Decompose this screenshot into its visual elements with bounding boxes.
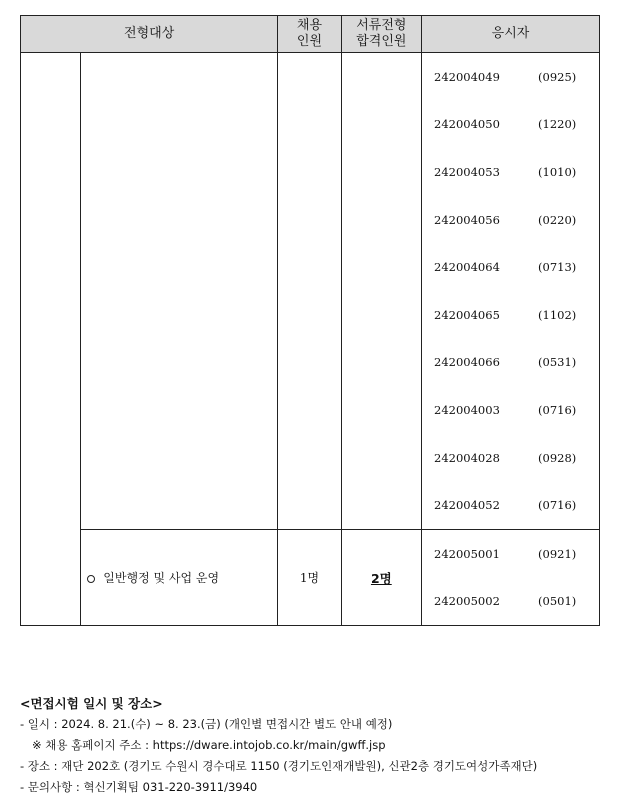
applicant-id: 242004065 [434, 307, 500, 322]
group1-hires-cell [278, 53, 341, 530]
applicant-code: (0921) [538, 546, 577, 561]
applicant-id: 242004028 [434, 450, 500, 465]
applicant-id: 242005002 [434, 594, 500, 609]
applicant-id: 242004049 [434, 69, 500, 84]
results-table [20, 15, 600, 626]
group2-applicants-cell [422, 530, 600, 626]
group1-passed-cell [341, 53, 421, 530]
applicant-id: 242004053 [434, 165, 500, 180]
header-applicants: 응시자 [422, 16, 600, 53]
group2-row [21, 530, 600, 626]
applicant-id: 242004064 [434, 260, 500, 275]
applicant-row [422, 243, 599, 291]
applicant-row [422, 339, 599, 387]
group2-passed: 2명 [341, 530, 421, 626]
header-hires-line2: 인원 [296, 34, 323, 49]
applicant-code: (0928) [538, 450, 577, 465]
applicant-code: (1102) [538, 307, 577, 322]
header-hires [278, 16, 341, 53]
group2-applicant-list [422, 530, 599, 625]
bullet-circle-icon [87, 575, 95, 583]
applicant-code: (0716) [538, 402, 577, 417]
group2-title: 일반행정 및 사업 운영 [103, 571, 220, 586]
applicant-code: (0716) [538, 498, 577, 513]
applicant-row [422, 291, 599, 339]
group1-applicant-list [422, 53, 599, 529]
header-passed-line1: 서류전형 [356, 18, 407, 33]
notice-homepage: ※ 채용 홈페이지 주소 : https://dware.intojob.co.kr/main/gwff.jsp [32, 738, 386, 752]
applicant-code: (1010) [538, 165, 577, 180]
group2-title-cell [81, 530, 278, 626]
applicant-row [422, 578, 599, 626]
header-target: 전형대상 [21, 16, 278, 53]
notice-contact: - 문의사항 : 혁신기획팀 031-220-3911/3940 [20, 780, 258, 794]
applicant-id: 242004056 [434, 212, 500, 227]
notice-date: - 일시 : 2024. 8. 21.(수) ~ 8. 23.(금) (개인별 면접시간 별도 안내 예정) [20, 717, 393, 731]
applicant-id: 242004052 [434, 498, 500, 513]
category-cell [21, 53, 81, 626]
applicant-id: 242005001 [434, 546, 500, 561]
applicant-code: (0925) [538, 69, 577, 84]
applicant-id: 242004066 [434, 355, 500, 370]
applicant-id: 242004003 [434, 402, 500, 417]
applicant-row [422, 148, 599, 196]
applicant-row [422, 530, 599, 578]
applicant-id: 242004050 [434, 117, 500, 132]
applicant-code: (0501) [538, 594, 577, 609]
applicant-code: (0220) [538, 212, 577, 227]
interview-notice [20, 693, 610, 798]
applicant-row [422, 386, 599, 434]
header-passed [341, 16, 421, 53]
applicant-code: (0531) [538, 355, 577, 370]
group1-title-cell [81, 53, 278, 530]
header-passed-line2: 합격인원 [356, 34, 407, 49]
applicant-row [422, 196, 599, 244]
header-row [21, 16, 600, 53]
notice-place: - 장소 : 재단 202호 (경기도 수원시 경수대로 1150 (경기도인재개발원), 신관2층 경기도여성가족재단) [20, 759, 538, 773]
applicant-code: (0713) [538, 260, 577, 275]
notice-heading: <면접시험 일시 및 장소> [20, 696, 163, 711]
applicant-row [422, 481, 599, 529]
group1-applicants-cell [422, 53, 600, 530]
applicant-row [422, 101, 599, 149]
group1-row [21, 53, 600, 530]
applicant-row [422, 434, 599, 482]
applicant-code: (1220) [538, 117, 577, 132]
header-hires-line1: 채용 [296, 18, 323, 33]
group2-hires: 1명 [278, 530, 341, 626]
applicant-row [422, 53, 599, 101]
